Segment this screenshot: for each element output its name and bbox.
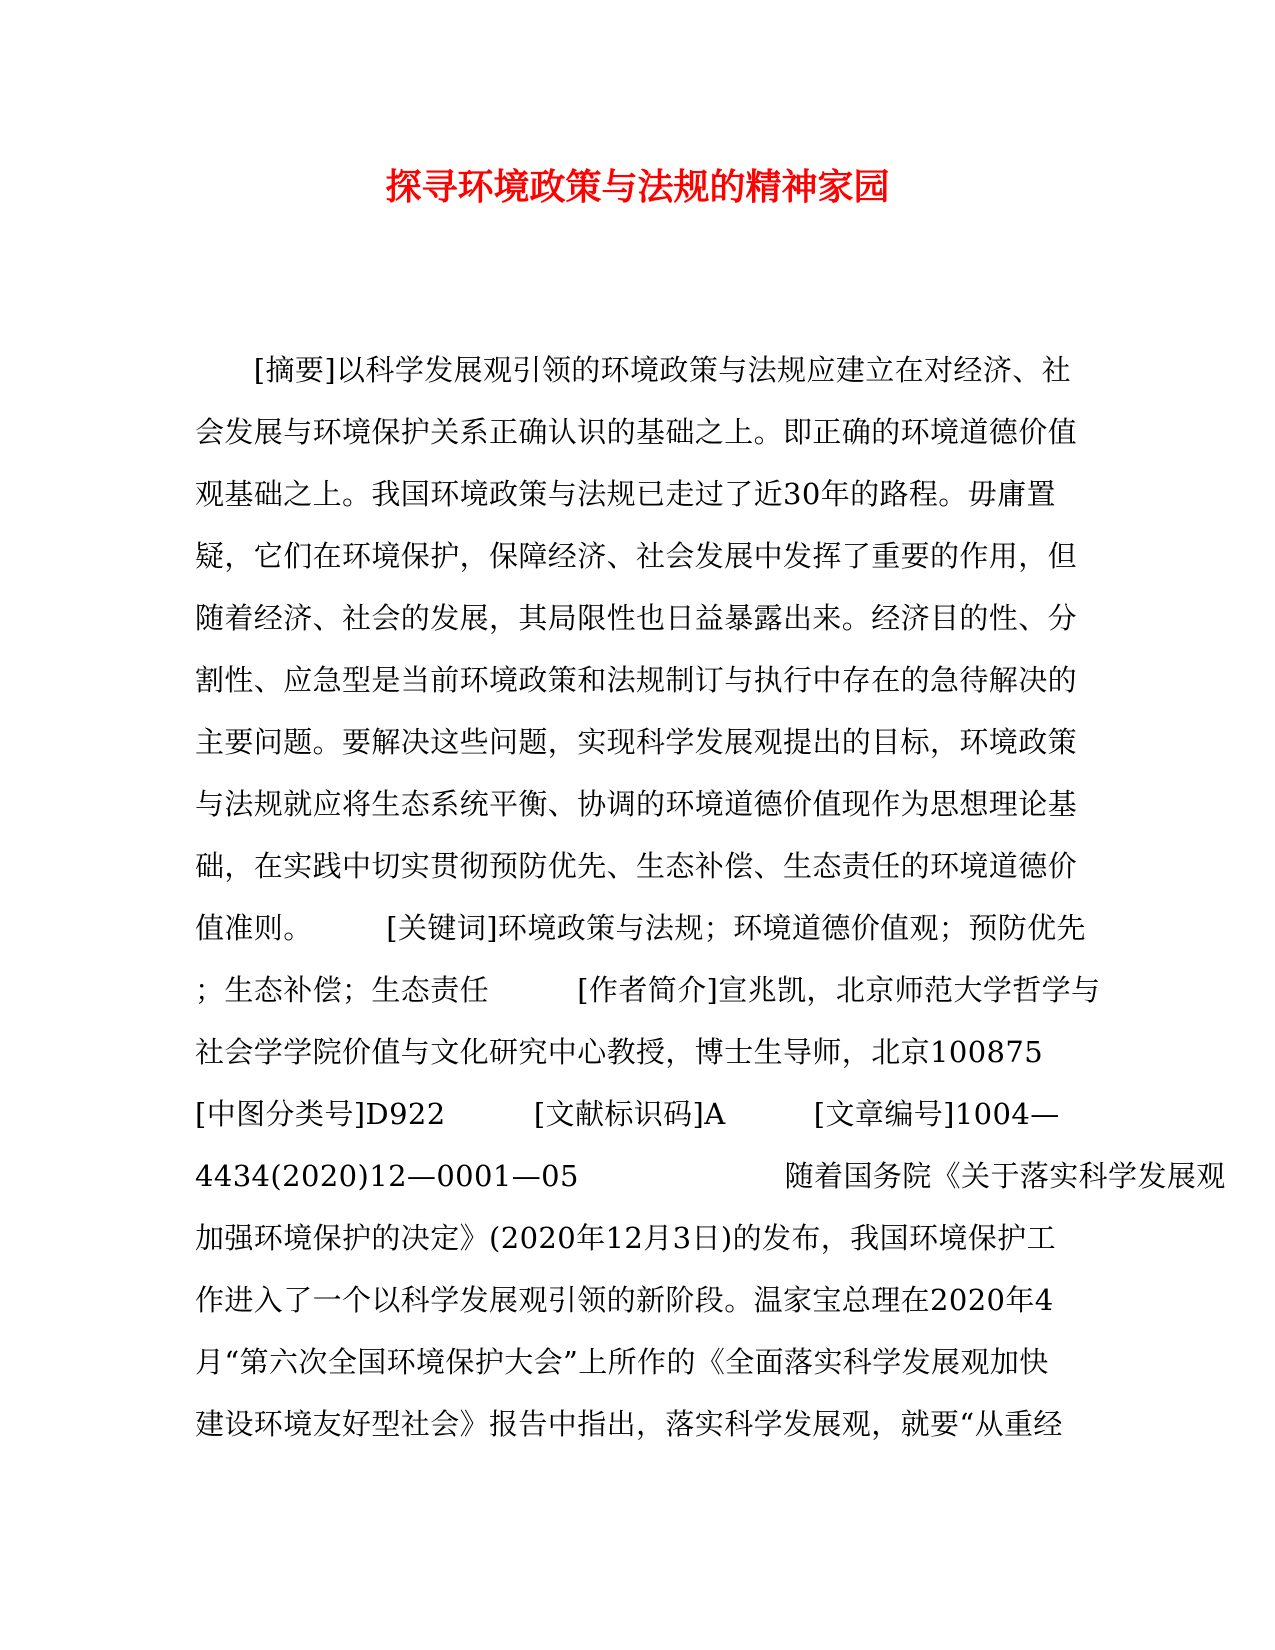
body-line: 建设环境友好型社会》报告中指出，落实科学发展观，就要“从重经 <box>195 1407 1063 1441</box>
document-title: 探寻环境政策与法规的精神家园 <box>385 166 890 208</box>
body-line: 会发展与环境保护关系正确认识的基础之上。即正确的环境道德价值 <box>195 415 1078 449</box>
body-line: 值准则。 [关键词]环境政策与法规；环境道德价值观；预防优先 <box>195 911 1086 945</box>
body-line: 主要问题。要解决这些问题，实现科学发展观提出的目标，环境政策 <box>195 725 1078 759</box>
body-line: [中图分类号]D922 [文献标识码]A [文章编号]1004— <box>195 1097 1060 1131</box>
body-line: 加强环境保护的决定》(2020年12月3日)的发布，我国环境保护工 <box>195 1221 1056 1255</box>
body-line: [摘要]以科学发展观引领的环境政策与法规应建立在对经济、社 <box>195 353 1072 387</box>
body-line: 疑，它们在环境保护，保障经济、社会发展中发挥了重要的作用，但 <box>195 539 1078 573</box>
body-line: 础，在实践中切实贯彻预防优先、生态补偿、生态责任的环境道德价 <box>195 849 1078 883</box>
body-line: 观基础之上。我国环境政策与法规已走过了近30年的路程。毋庸置 <box>195 477 1056 511</box>
body-line: 随着经济、社会的发展，其局限性也日益暴露出来。经济目的性、分 <box>195 601 1078 635</box>
body-line: 作进入了一个以科学发展观引领的新阶段。温家宝总理在2020年4 <box>195 1283 1054 1317</box>
body-line: 与法规就应将生态系统平衡、协调的环境道德价值现作为思想理论基 <box>195 787 1078 821</box>
body-line: 月“第六次全国环境保护大会”上所作的《全面落实科学发展观加快 <box>195 1345 1049 1379</box>
body-line: 割性、应急型是当前环境政策和法规制订与执行中存在的急待解决的 <box>195 663 1078 697</box>
body-line: 社会学学院价值与文化研究中心教授，博士生导师，北京100875 <box>195 1035 1044 1069</box>
body-line: 4434(2020)12—0001—05 随着国务院《关于落实科学发展观 <box>195 1159 1226 1193</box>
body-line: ；生态补偿；生态责任 [作者简介]宣兆凯，北京师范大学哲学与 <box>195 973 1101 1007</box>
